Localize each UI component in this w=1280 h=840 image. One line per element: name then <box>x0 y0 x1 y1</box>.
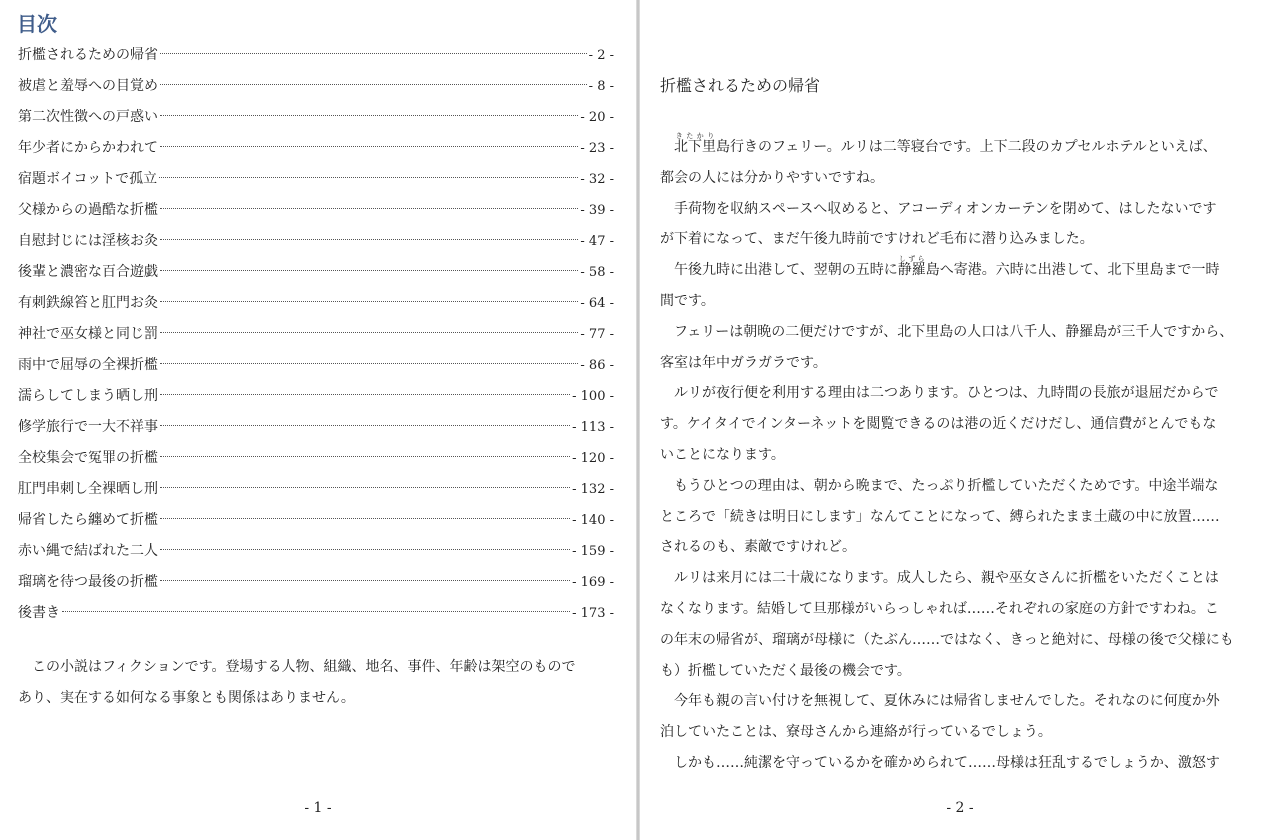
page-number-right: - 2 - <box>946 800 974 816</box>
toc-dot-leader <box>160 518 570 519</box>
left-page <box>0 0 636 840</box>
toc-entry-title: 赤い縄で結ばれた二人 <box>18 543 158 559</box>
toc-entry-page: - 20 - <box>580 110 614 125</box>
toc-dot-leader <box>160 487 570 488</box>
toc-entry-title: 被虐と羞辱への目覚め <box>18 78 158 94</box>
toc-entry-title: 神社で巫女様と同じ罰 <box>18 326 158 342</box>
body-line: 泊していたことは、寮母さんから連絡が行っているでしょう。 <box>660 724 1052 741</box>
right-page <box>640 0 1280 840</box>
toc-dot-leader <box>62 611 570 612</box>
toc-entry[interactable] <box>18 164 614 195</box>
body-line: ルリが夜行便を利用する理由は二つあります。ひとつは、九時間の長旅が退屈だからで <box>674 385 1219 402</box>
toc-entry[interactable] <box>18 474 614 505</box>
furigana-shizura: 静羅しずら <box>897 255 926 279</box>
toc-dot-leader <box>160 332 578 333</box>
toc-entry-page: - 169 - <box>572 575 614 590</box>
toc-entry-title: 雨中で屈辱の全裸折檻 <box>18 357 158 373</box>
body-line: 北下里きたかり島行きのフェリー。ルリは二等寝台です。上下二段のカプセルホテルといえば、 <box>674 132 1217 155</box>
toc-entry-title: 有刺鉄線笞と肛門お灸 <box>18 295 158 311</box>
toc-entry-page: - 32 - <box>580 172 614 187</box>
toc-entry-title: 宿題ボイコットで孤立 <box>18 171 158 187</box>
toc-entry-title: 帰省したら纏めて折檻 <box>18 512 158 528</box>
body-line: の年末の帰省が、瑠璃が母様に（たぶん……ではなく、きっと絶対に、母様の後で父様にも <box>660 631 1234 648</box>
toc-entry[interactable] <box>18 195 614 226</box>
toc-entry[interactable] <box>18 257 614 288</box>
toc-dot-leader <box>160 394 570 395</box>
body-line: す。ケイタイでインターネットを閲覧できるのは港の近くだけだし、通信費がとんでもな <box>660 416 1217 433</box>
toc-dot-leader <box>160 456 570 457</box>
toc-entry-title: 後輩と濃密な百合遊戯 <box>18 264 158 280</box>
toc-entry[interactable] <box>18 288 614 319</box>
toc-entry[interactable] <box>18 133 614 164</box>
toc-entry-page: - 58 - <box>580 265 614 280</box>
toc-dot-leader <box>160 549 570 550</box>
toc-entry[interactable] <box>18 443 614 474</box>
body-line: いことになります。 <box>660 446 785 463</box>
toc-entry-title: 全校集会で冤罪の折檻 <box>18 450 158 466</box>
toc-dot-leader <box>159 177 578 178</box>
toc-heading: 目次 <box>17 12 57 36</box>
toc-entry-page: - 120 - <box>572 451 614 466</box>
toc-entry-page: - 47 - <box>580 234 614 249</box>
toc-entry-page: - 2 - <box>588 48 614 63</box>
toc-dot-leader <box>160 115 578 116</box>
chapter-body <box>660 131 1260 778</box>
toc-entry-page: - 8 - <box>588 79 614 94</box>
toc-entry-page: - 140 - <box>572 513 614 528</box>
toc-entry-page: - 113 - <box>572 420 614 435</box>
toc-dot-leader <box>160 146 578 147</box>
toc-entry-page: - 23 - <box>580 141 614 156</box>
body-line: されるのも、素敵ですけれど。 <box>660 539 856 556</box>
toc-entry-page: - 100 - <box>572 389 614 404</box>
toc-dot-leader <box>160 84 587 85</box>
toc-entry[interactable] <box>18 102 614 133</box>
toc-dot-leader <box>160 580 570 581</box>
disclaimer-line-1: この小説はフィクションです。登場する人物、組織、地名、事件、年齢は架空のもので <box>32 659 576 675</box>
toc-entry[interactable] <box>18 40 614 71</box>
toc-entry-page: - 86 - <box>580 358 614 373</box>
toc-entry-title: 父様からの過酷な折檻 <box>18 202 158 218</box>
toc-dot-leader <box>160 363 578 364</box>
toc-entry[interactable] <box>18 536 614 567</box>
toc-entry[interactable] <box>18 71 614 102</box>
body-line: 客室は年中ガラガラです。 <box>660 354 827 371</box>
toc-entry[interactable] <box>18 319 614 350</box>
toc-entry-page: - 132 - <box>572 482 614 497</box>
toc-entry-page: - 159 - <box>572 544 614 559</box>
toc-entry[interactable] <box>18 226 614 257</box>
disclaimer-line-2: あり、実在する如何なる事象とも関係はありません。 <box>18 690 355 706</box>
chapter-title: 折檻されるための帰省 <box>660 76 821 95</box>
toc-entry[interactable] <box>18 598 614 629</box>
toc-dot-leader <box>160 270 578 271</box>
toc-entry-page: - 39 - <box>580 203 614 218</box>
toc-entry-page: - 173 - <box>572 606 614 621</box>
toc-dot-leader <box>160 53 587 54</box>
toc-dot-leader <box>160 239 578 240</box>
body-line: なくなります。結婚して旦那様がいらっしゃれば……それぞれの家庭の方針ですわね。こ <box>660 600 1219 617</box>
page-number-left: - 1 - <box>304 800 332 816</box>
toc-entry-page: - 64 - <box>580 296 614 311</box>
table-of-contents <box>18 40 614 629</box>
toc-entry[interactable] <box>18 381 614 412</box>
body-line: フェリーは朝晩の二便だけですが、北下里島の人口は八千人、静羅島が三千人ですから、 <box>674 323 1234 340</box>
body-line: 間です。 <box>660 292 715 309</box>
toc-entry-title: 肛門串刺し全裸晒し刑 <box>18 481 158 497</box>
toc-entry[interactable] <box>18 412 614 443</box>
toc-entry[interactable] <box>18 505 614 536</box>
toc-dot-leader <box>160 425 570 426</box>
body-line: ルリは来月には二十歳になります。成人したら、親や巫女さんに折檻をいただくことは <box>674 570 1219 587</box>
disclaimer <box>18 652 618 714</box>
furigana-kitakari: 北下里きたかり <box>674 132 716 155</box>
body-line: 今年も親の言い付けを無視して、夏休みには帰省しませんでした。それなのに何度か外 <box>674 693 1220 710</box>
toc-entry[interactable] <box>18 350 614 381</box>
toc-entry-title: 年少者にからかわれて <box>18 140 158 156</box>
toc-entry-title: 濡らしてしまう晒し刑 <box>18 388 158 404</box>
body-line: 午後九時に出港して、翌朝の五時に静羅しずら島へ寄港。六時に出港して、北下里島まで一時 <box>674 255 1220 279</box>
body-line: ところで「続きは明日にします」なんてことになって、縛られたまま土蔵の中に放置…… <box>660 508 1220 525</box>
toc-entry-title: 折檻されるための帰省 <box>18 47 158 63</box>
toc-entry[interactable] <box>18 567 614 598</box>
toc-dot-leader <box>160 208 578 209</box>
toc-entry-title: 自慰封じには淫核お灸 <box>18 233 158 249</box>
body-line: が下着になって、まだ午後九時前ですけれど毛布に潜り込みました。 <box>660 231 1094 248</box>
body-line: しかも……純潔を守っているかを確かめられて……母様は狂乱するでしょうか、激怒す <box>674 754 1220 771</box>
toc-entry-title: 瑠璃を待つ最後の折檻 <box>18 574 158 590</box>
toc-entry-title: 修学旅行で一大不祥事 <box>18 419 158 435</box>
body-line: もうひとつの理由は、朝から晩まで、たっぷり折檻していただくためです。中途半端な <box>674 477 1219 494</box>
body-line: 手荷物を収納スペースへ収めると、アコーディオンカーテンを閉めて、はしたないです <box>674 200 1217 217</box>
body-line: 都会の人には分かりやすいですね。 <box>660 169 884 186</box>
toc-entry-title: 第二次性徴への戸惑い <box>18 109 158 125</box>
body-line: も）折檻していただく最後の機会です。 <box>660 662 911 679</box>
toc-entry-page: - 77 - <box>580 327 614 342</box>
toc-entry-title: 後書き <box>18 605 60 621</box>
toc-dot-leader <box>160 301 578 302</box>
